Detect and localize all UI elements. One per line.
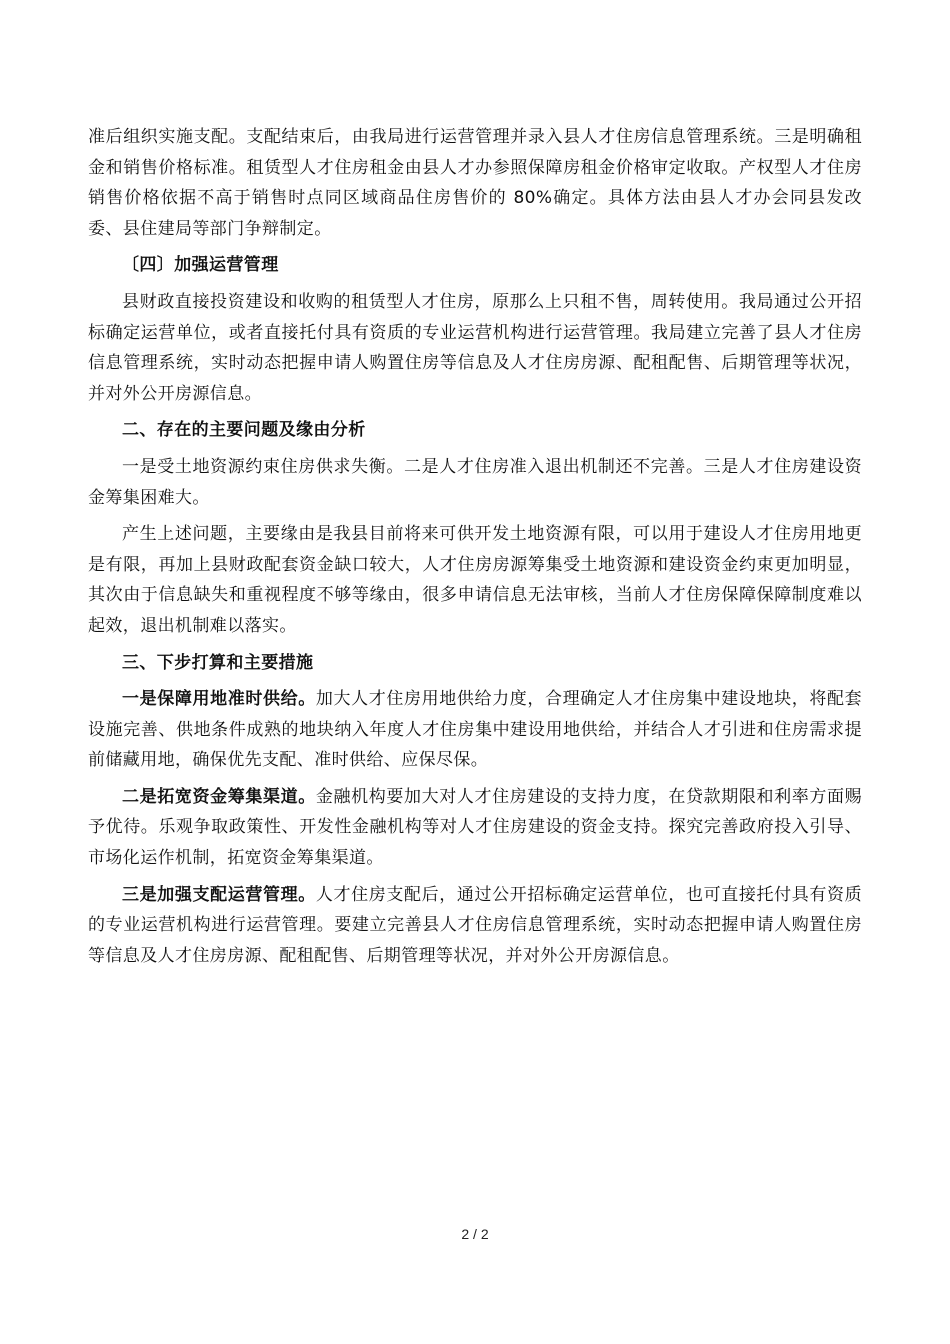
measure-body-operation: 人才住房支配后，通过公开招标确定运营单位，也可直接托付具有资质的专业运营机构进行运营管理。要建立完善县人才住房信息管理系统，实时动态把握申请人购置住房等信息及人才住房房源、配租配售、后期管理等状况，并对外公开房源信息。 (88, 884, 862, 966)
measure-lead-funding: 二是拓宽资金筹集渠道。 (122, 786, 316, 807)
measure-lead-operation: 三是加强支配运营管理。 (122, 884, 316, 905)
document-body (88, 122, 862, 977)
measure-body-funding: 金融机构要加大对人才住房建设的支持力度，在贷款期限和利率方面赐予优待。乐观争取政策性、开发性金融机构等对人才住房建设的资金支持。探究完善政府投入引导、市场化运作机制，拓宽资金筹集渠道。 (88, 786, 862, 869)
section-heading-next-steps: 三、下步打算和主要措施 (122, 652, 314, 673)
section-heading-strengthen-operation: 〔四〕加强运营管理 (122, 255, 279, 276)
paragraph-measure-land-supply (88, 684, 862, 776)
measure-body-land: 加大人才住房用地供给力度，合理确定人才住房集中建设地块，将配套设施完善、供地条件成熟的地块纳入年度人才住房集中建设用地供给，并结合人才引进和住房需求提前储藏用地，确保优先支配、准时供给、应保尽保。 (88, 689, 862, 771)
paragraph-measure-funding (88, 782, 862, 874)
section-heading-problems: 二、存在的主要问题及缘由分析 (122, 420, 366, 441)
paragraph-problems-causes: 产生上述问题，主要缘由是我县目前将来可供开发土地资源有限，可以用于建设人才住房用地更是有限，再加上县财政配套资金缺口较大，人才住房房源筹集受土地资源和建设资金约束更加明显，其次由于信息缺失和重视程度不够等缘由，很多申请信息无法审核，当前人才住房保障保障制度难以起效，退出机制难以落实。 (88, 524, 862, 636)
paragraph-operation-management: 县财政直接投资建设和收购的租赁型人才住房，原那么上只租不售，周转使用。我局通过公开招标确定运营单位，或者直接托付具有资质的专业运营机构进行运营管理。我局建立完善了县人才住房信息管理系统，实时动态把握申请人购置住房等信息及人才住房房源、配租配售、后期管理等状况，并对外公开房源信息。 (88, 291, 862, 404)
measure-lead-land: 一是保障用地准时供给。 (122, 689, 316, 710)
page-number: 2 / 2 (461, 1226, 489, 1242)
paragraph-continuation: 准后组织实施支配。支配结束后，由我局进行运营管理并录入县人才住房信息管理系统。三是明确租金和销售价格标准。租赁型人才住房租金由县人才办参照保障房租金价格审定收取。产权型人才住房销售价格依据不高于销售时点同区域商品住房售价的 80%确定。具体方法由县人才办会同县发改委、县住建局等部门争辩制定。 (88, 127, 862, 239)
paragraph-measure-operation (88, 880, 862, 972)
paragraph-problems-list: 一是受土地资源约束住房供求失衡。二是人才住房准入退出机制还不完善。三是人才住房建设资金筹集困难大。 (88, 456, 862, 508)
